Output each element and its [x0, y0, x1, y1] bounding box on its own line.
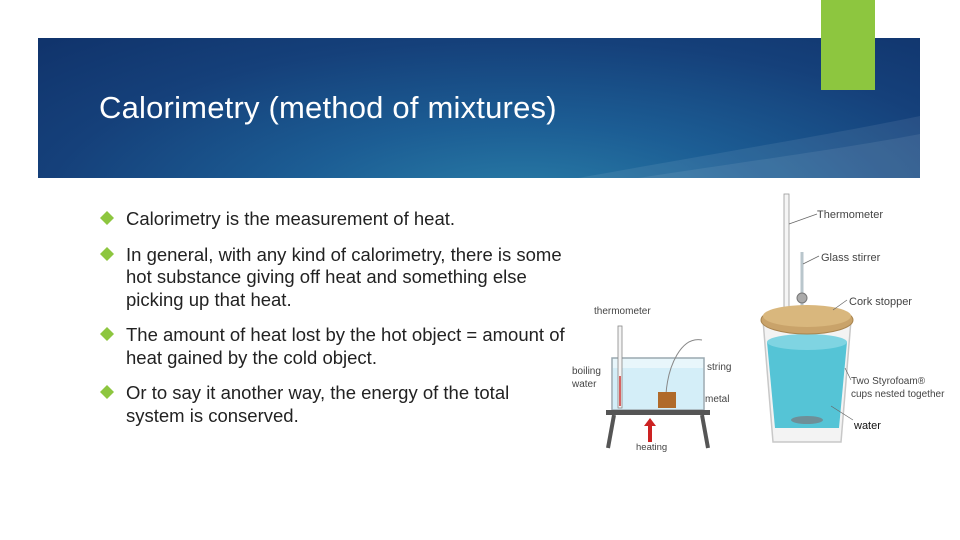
diamond-bullet-icon — [100, 211, 114, 225]
metal-label: metal — [705, 394, 730, 405]
diamond-bullet-icon — [100, 327, 114, 341]
metal-block — [658, 392, 676, 408]
bullet-text: Calorimetry is the measurement of heat. — [126, 208, 456, 229]
bullet-text: Or to say it another way, the energy of the total system is conserved. — [126, 382, 510, 426]
styrofoam-label-line1: Two Styrofoam® — [851, 376, 926, 387]
bullet-item — [100, 324, 570, 369]
bullet-text: The amount of heat lost by the hot object = amount of heat gained by the cold object. — [126, 324, 565, 368]
heating-arrow-icon — [644, 418, 656, 442]
heating-label: heating — [636, 442, 668, 453]
cork-stopper-label: Cork stopper — [849, 296, 912, 308]
water-surface — [767, 334, 847, 350]
bullet-item — [100, 208, 570, 231]
glass-stirrer-label: Glass stirrer — [821, 252, 881, 264]
calorimeter-water — [767, 342, 847, 428]
water-label: water — [854, 420, 881, 432]
hotplate — [606, 410, 710, 415]
styrofoam-label-line2: cups nested together — [851, 389, 945, 400]
thermometer-label: Thermometer — [817, 209, 884, 221]
bullet-item — [100, 382, 570, 427]
leader-stirrer — [803, 256, 819, 264]
stand-leg-left — [608, 415, 614, 448]
accent-tab — [821, 0, 875, 90]
leader-thermometer — [789, 214, 817, 224]
bullet-list — [100, 208, 570, 440]
bullet-text: In general, with any kind of calorimetry, there is some hot substance giving off heat and something else picking up that heat. — [126, 243, 562, 310]
diamond-bullet-icon — [100, 385, 114, 399]
calorimeter-figure — [755, 192, 960, 457]
leader-cork — [833, 300, 847, 310]
boiling-label: boiling — [572, 366, 601, 377]
stirrer-ring — [791, 416, 823, 424]
slide-title: Calorimetry (method of mixtures) — [99, 90, 557, 125]
water-label: water — [572, 379, 597, 390]
stand-leg-right — [702, 415, 708, 448]
title-band — [38, 38, 920, 178]
bullet-item — [100, 244, 570, 312]
string-label: string — [707, 362, 732, 373]
thermometer-label: thermometer — [594, 306, 651, 317]
cork-top — [763, 305, 851, 327]
stirrer-knob — [797, 293, 807, 303]
diamond-bullet-icon — [100, 247, 114, 261]
boiling-water-figure — [566, 296, 756, 456]
